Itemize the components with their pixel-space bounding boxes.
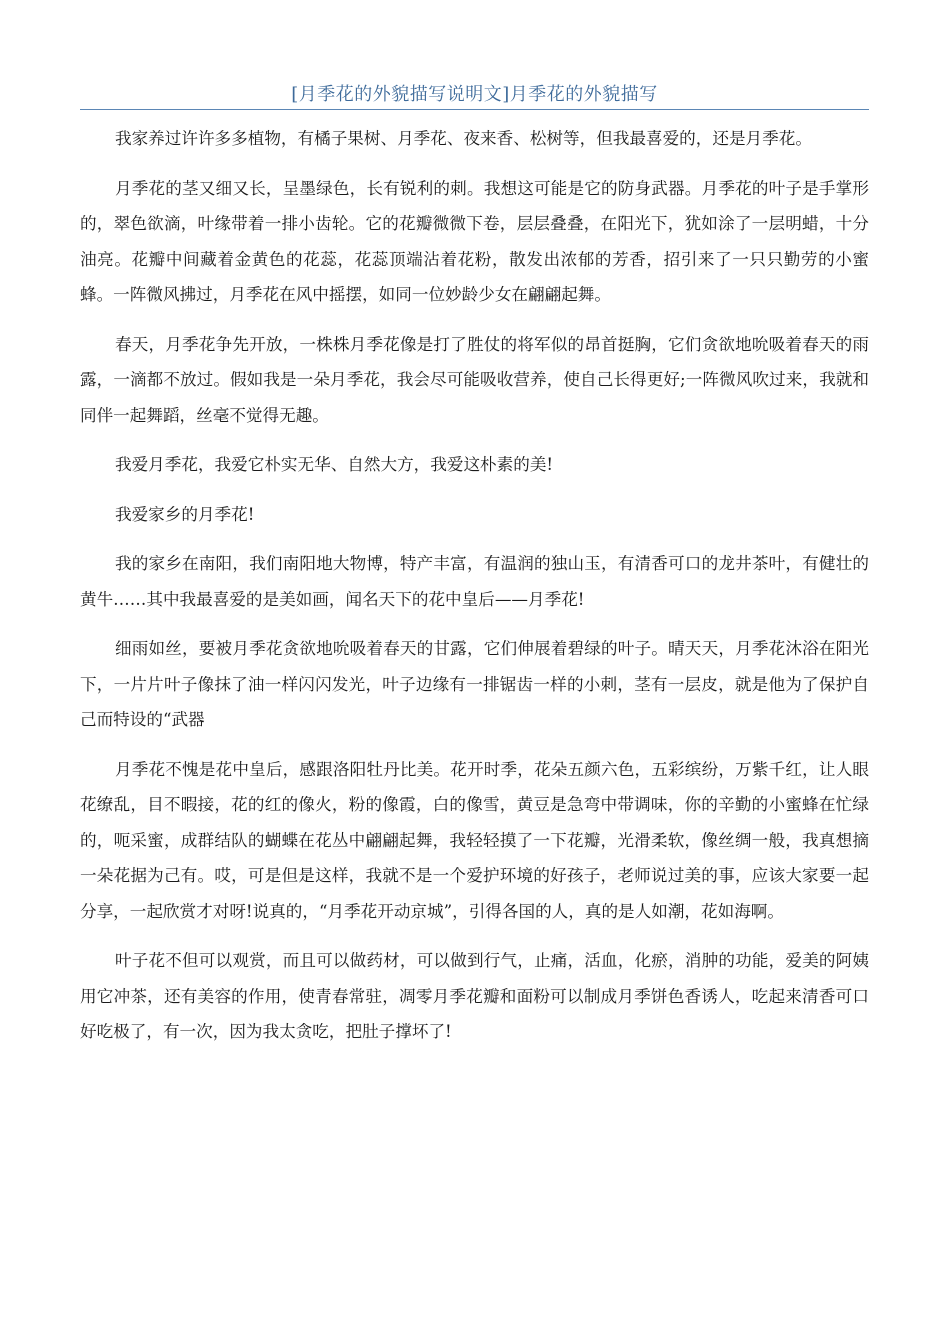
paragraph: 叶子花不但可以观赏，而且可以做药材，可以做到行气，止痛，活血，化瘀，消肿的功能，爱美的阿姨用它冲茶，还有美容的作用，使青春常驻，凋零月季花瓣和面粉可以制成月季饼色香诱人，吃起来清香可口好吃极了，有一次，因为我太贪吃，把肚子撑坏了! bbox=[80, 951, 869, 1041]
header-divider bbox=[80, 109, 869, 110]
paragraph: 我的家乡在南阳，我们南阳地大物博，特产丰富，有温润的独山玉，有清香可口的龙井茶叶，有健壮的黄牛……其中我最喜爱的是美如画，闻名天下的花中皇后——月季花! bbox=[80, 554, 869, 609]
paragraph: 月季花的茎又细又长，呈墨绿色，长有锐利的刺。我想这可能是它的防身武器。月季花的叶子是手掌形的，翠色欲滴，叶缘带着一排小齿轮。它的花瓣微微下卷，层层叠叠，在阳光下，犹如涂了一层明蜡，十分油亮。花瓣中间藏着金黄色的花蕊，花蕊顶端沾着花粉，散发出浓郁的芳香，招引来了一只只勤劳的小蜜蜂。一阵微风拂过，月季花在风中摇摆，如同一位妙龄少女在翩翩起舞。 bbox=[80, 178, 869, 304]
paragraph: 细雨如丝，要被月季花贪欲地吮吸着春天的甘露，它们伸展着碧绿的叶子。晴天天，月季花沐浴在阳光下，一片片叶子像抹了油一样闪闪发光，叶子边缘有一排锯齿一样的小刺，茎有一层皮，就是他为了保护自己而特设的“武器 bbox=[80, 639, 869, 729]
paragraph: 月季花不愧是花中皇后，感跟洛阳牡丹比美。花开时季，花朵五颜六色，五彩缤纷，万紫千红，让人眼花缭乱，目不暇接，花的红的像火，粉的像霞，白的像雪，黄豆是急弯中带调味，你的辛勤的小蜜蜂在忙绿的，呃采蜜，成群结队的蝴蝶在花丛中翩翩起舞，我轻轻摸了一下花瓣，光滑柔软，像丝绸一般，我真想摘一朵花据为己有。哎，可是但是这样，我就不是一个爱护环境的好孩子，老师说过美的事，应该大家要一起分享，一起欣赏才对呀!说真的，“月季花开动京城”，引得各国的人，真的是人如潮，花如海啊。 bbox=[80, 759, 869, 921]
paragraph: 春天，月季花争先开放，一株株月季花像是打了胜仗的将军似的昂首挺胸，它们贪欲地吮吸着春天的雨露，一滴都不放过。假如我是一朵月季花，我会尽可能吸收营养，使自己长得更好;一阵微风吹过来，我就和同伴一起舞蹈，丝毫不觉得无趣。 bbox=[80, 334, 869, 425]
article-body bbox=[80, 121, 869, 1064]
page-title: [月季花的外貌描写说明文]月季花的外貌描写 bbox=[291, 84, 658, 105]
paragraph: 我爱家乡的月季花! bbox=[115, 504, 255, 524]
paragraph: 我爱月季花，我爱它朴实无华、自然大方，我爱这朴素的美! bbox=[115, 455, 554, 474]
paragraph: 我家养过许许多多植物，有橘子果树、月季花、夜来香、松树等，但我最喜爱的，还是月季花。 bbox=[115, 129, 812, 148]
